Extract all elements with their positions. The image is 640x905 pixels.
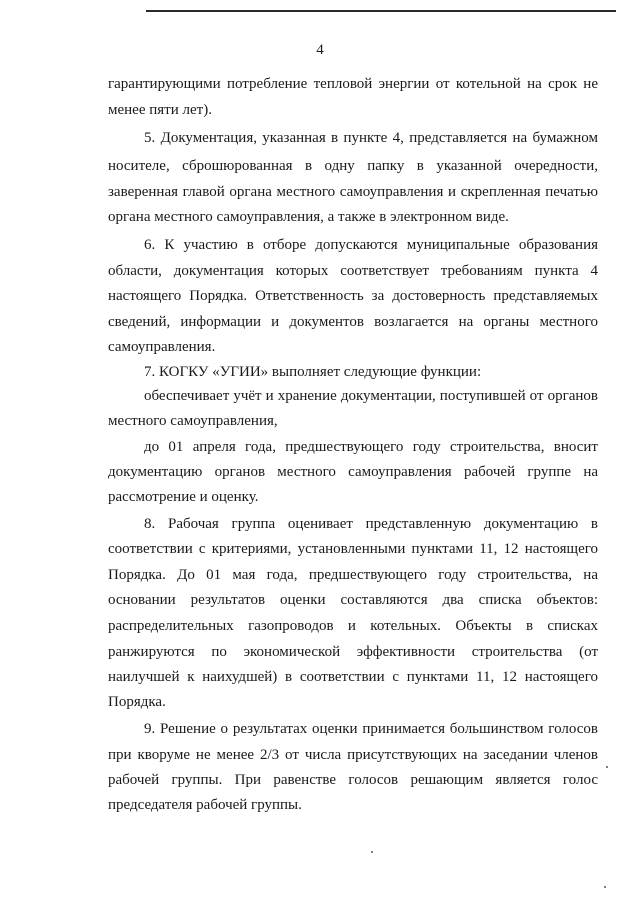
text-line: 5. Документация, указанная в пункте 4, представляется на бумажном	[144, 130, 598, 146]
text-line: 7. КОГКУ «УГИИ» выполняет следующие функции:	[144, 364, 482, 380]
scan-speck	[604, 886, 606, 888]
text-line: обеспечивает учёт и хранение документации, поступившей от органов	[144, 388, 598, 404]
text-line: основании результатов оценки составляются два списка объектов:	[108, 592, 598, 608]
page-number: 4	[316, 42, 324, 58]
text-line: сведений, информации и документов возлагается на органы местного	[108, 314, 598, 330]
text-line: гарантирующими потребление тепловой энергии от котельной на срок не	[108, 76, 598, 92]
text-line: рассмотрение и оценку.	[108, 489, 259, 505]
text-line: 6. К участию в отборе допускаются муниципальные образования	[144, 237, 598, 253]
scan-speck	[606, 766, 608, 768]
text-line: соответствии с критериями, установленными пунктами 11, 12 настоящего	[108, 541, 598, 557]
text-line: менее пяти лет).	[108, 102, 212, 118]
text-line: 8. Рабочая группа оценивает представленную документацию в	[144, 516, 598, 532]
text-line: до 01 апреля года, предшествующего году строительства, вносит	[144, 439, 598, 455]
text-line: заверенная главой органа местного самоуправления и скрепленная печатью	[108, 184, 598, 200]
text-line: ранжируются по экономической эффективности строительства (от	[108, 644, 598, 660]
text-line: председателя рабочей группы.	[108, 797, 302, 813]
text-line: самоуправления.	[108, 339, 216, 355]
scan-speck	[371, 851, 373, 853]
text-line: носителе, сброшюрованная в одну папку в указанной очередности,	[108, 158, 598, 174]
text-line: местного самоуправления,	[108, 413, 278, 429]
text-line: области, документация которых соответствует требованиям пункта 4	[108, 263, 598, 279]
text-line: при кворуме не менее 2/3 от числа присутствующих на заседании членов	[108, 747, 598, 763]
text-line: документацию органов местного самоуправления рабочей группе на	[108, 464, 598, 480]
text-line: распределительных газопроводов и котельных. Объекты в списках	[108, 618, 598, 634]
text-line: органа местного самоуправления, а также в электронном виде.	[108, 209, 509, 225]
text-line: Порядка.	[108, 694, 166, 710]
text-line: рабочей группы. При равенстве голосов решающим является голос	[108, 772, 598, 788]
text-line: наилучшей к наихудшей) в соответствии с пунктами 11, 12 настоящего	[108, 669, 598, 685]
text-line: Порядка. До 01 мая года, предшествующего году строительства, на	[108, 567, 598, 583]
text-line: 9. Решение о результатах оценки принимается большинством голосов	[144, 721, 598, 737]
header-rule	[146, 10, 616, 12]
text-line: настоящего Порядка. Ответственность за достоверность представляемых	[108, 288, 598, 304]
